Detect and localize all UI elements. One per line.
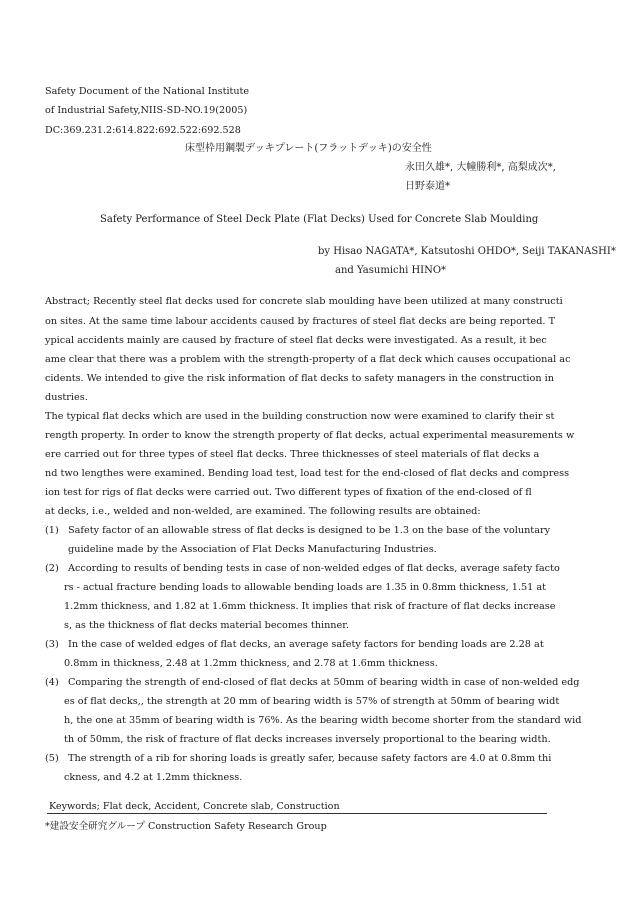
result-line: Comparing the strength of end-closed of flat decks at 50mm of bearing width in case of non-welded edg [68,677,580,688]
header-line-2: of Industrial Safety,NIIS-SD-NO.19(2005) [45,105,248,116]
result-line: es of flat decks,, the strength at 20 mm of bearing width is 57% of strength at 50mm of bearing widt [64,696,560,707]
result-number: (2) [45,563,59,574]
abstract-line: The typical flat decks which are used in the building construction now were examined to clarify their st [45,411,555,422]
abstract-line: rength property. In order to know the strength property of flat decks, actual experimental measurements w [45,430,575,441]
english-authors-line-1: by Hisao NAGATA*, Katsutoshi OHDO*, Seiji TAKANASHI* [318,246,616,257]
result-line: guideline made by the Association of Flat Decks Manufacturing Industries. [68,544,437,555]
abstract-line: Abstract; Recently steel flat decks used for concrete slab moulding have been utilized at many constructi [45,296,563,307]
japanese-authors-line-2: 日野泰道* [405,181,450,192]
result-line: 0.8mm in thickness, 2.48 at 1.2mm thickness, and 2.78 at 1.6mm thickness. [64,658,438,669]
result-line: Safety factor of an allowable stress of flat decks is designed to be 1.3 on the base of the voluntary [68,525,551,536]
result-line: s, as the thickness of flat decks material becomes thinner. [64,620,349,631]
result-line: rs - actual fracture bending loads to allowable bending loads are 1.35 in 0.8mm thickness, 1.51 at [64,582,547,593]
result-line: In the case of welded edges of flat decks, an average safety factors for bending loads are 2.28 at [68,639,544,650]
abstract-line: on sites. At the same time labour accidents caused by fractures of steel flat decks are being reported. T [45,316,556,327]
abstract-line: ion test for rigs of flat decks were carried out. Two different types of fixation of the end-closed of fl [45,487,532,498]
result-number: (1) [45,525,59,536]
keywords: Keywords; Flat deck, Accident, Concrete slab, Construction [49,801,340,812]
abstract-line: ypical accidents mainly are caused by fracture of steel flat decks were investigated. As a result, it bec [45,335,547,346]
english-title: Safety Performance of Steel Deck Plate (Flat Decks) Used for Concrete Slab Moulding [100,214,539,225]
result-line: th of 50mm, the risk of fracture of flat decks increases inversely proportional to the bearing width. [64,734,551,745]
abstract-line: cidents. We intended to give the risk information of flat decks to safety managers in the construction in [45,373,554,384]
keywords-divider [47,813,547,814]
result-number: (5) [45,753,59,764]
japanese-authors-line-1: 永田久雄*, 大幢勝利*, 高梨成次*, [405,162,556,173]
abstract-line: ere carried out for three types of steel flat decks. Three thicknesses of steel materials of flat decks a [45,449,540,460]
result-line: h, the one at 35mm of bearing width is 76%. As the bearing width become shorter from the standard wid [64,715,582,726]
result-line: According to results of bending tests in case of non-welded edges of flat decks, average safety facto [68,563,560,574]
abstract-line: nd two lengthes were examined. Bending load test, load test for the end-closed of flat decks and compress [45,468,570,479]
footnote: *建設安全研究グループ Construction Safety Research Group [45,821,327,832]
abstract-line: dustries. [45,392,88,403]
english-authors-line-2: and Yasumichi HINO* [335,265,447,276]
abstract-line: ame clear that there was a problem with the strength-property of a flat deck which causes occupational ac [45,354,571,365]
result-line: The strength of a rib for shoring loads is greatly safer, because safety factors are 4.0 at 0.8mm thi [68,753,552,764]
header-line-1: Safety Document of the National Institute [45,86,250,97]
header-line-3: DC:369.231.2:614.822:692.522:692.528 [45,125,241,136]
result-number: (4) [45,677,59,688]
japanese-title: 床型枠用鋼製デッキプレート(フラットデッキ)の安全性 [185,143,432,154]
result-line: 1.2mm thickness, and 1.82 at 1.6mm thickness. It implies that risk of fracture of flat decks increase [64,601,556,612]
abstract-line: at decks, i.e., welded and non-welded, are examined. The following results are obtained: [45,506,481,517]
result-line: ckness, and 4.2 at 1.2mm thickness. [64,772,243,783]
result-number: (3) [45,639,59,650]
